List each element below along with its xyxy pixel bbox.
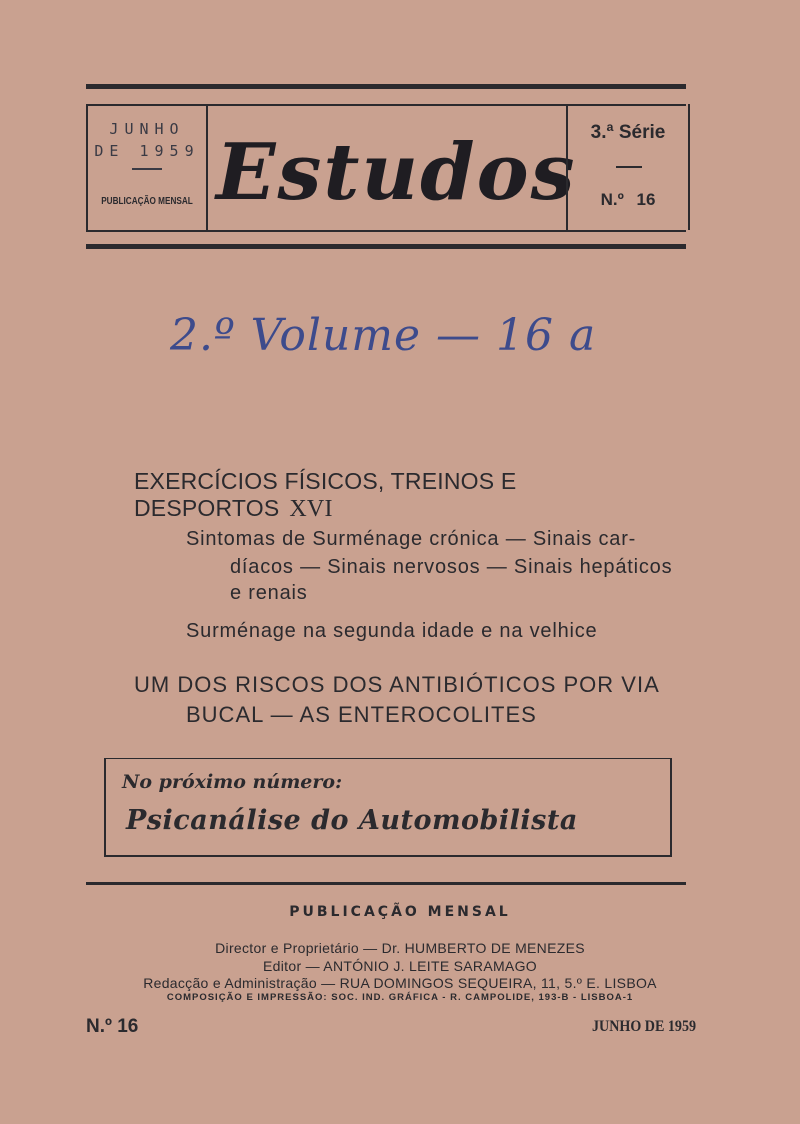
footer-issue-date: JUNHO DE 1959 — [592, 1018, 697, 1035]
masthead-month: JUNHO — [109, 120, 185, 138]
footer-rule — [86, 882, 686, 885]
masthead-rule-thin — [86, 230, 686, 232]
subtopic-aging: Surménage na segunda idade e na velhice — [186, 620, 598, 642]
masthead-frequency: PUBLICAÇÃO MENSAL — [101, 196, 193, 207]
masthead-series: 3.ª Série — [590, 122, 666, 143]
masthead-year: DE 1959 — [94, 142, 200, 160]
footer-editor: Editor — ANTÓNIO J. LEITE SARAMAGO — [263, 958, 537, 974]
masthead-date-divider — [132, 168, 162, 170]
main-article-numeral: XVI — [289, 496, 333, 522]
footer-printing: COMPOSIÇÃO E IMPRESSÃO: SOC. IND. GRÁFICA - R. CAMPOLIDE, 193-B - LISBOA-1 — [166, 992, 634, 1003]
main-article-title — [134, 468, 704, 523]
footer-publication: PUBLICAÇÃO MENSAL — [289, 904, 511, 920]
subtopic-line-1: Sintomas de Surménage crónica — Sinais car- — [186, 528, 637, 550]
masthead-title-logo: Estudos — [216, 127, 577, 218]
subtopic-line-3: e renais — [230, 582, 308, 604]
handwritten-volume-note: 2.º Volume — 16 a — [170, 310, 597, 361]
footer-director: Director e Proprietário — Dr. HUMBERTO DE MENEZES — [215, 940, 585, 956]
masthead-date-box — [86, 104, 208, 230]
masthead-rule-thick — [86, 244, 686, 249]
next-issue-box — [104, 758, 672, 857]
second-article-title-line-1: UM DOS RISCOS DOS ANTIBIÓTICOS POR VIA — [134, 672, 660, 697]
main-article-title-text: EXERCÍCIOS FÍSICOS, TREINOS E DESPORTOS — [134, 468, 517, 521]
second-article-title-line-2: BUCAL — AS ENTEROCOLITES — [186, 702, 537, 727]
next-issue-title: Psicanálise do Automobilista — [126, 805, 578, 836]
subtopic-line-2: díacos — Sinais nervosos — Sinais hepáticos — [230, 556, 673, 578]
top-rule-thick — [86, 84, 686, 89]
next-issue-label: No próximo número: — [122, 771, 343, 793]
footer-address: Redacção e Administração — RUA DOMINGOS SEQUEIRA, 11, 5.º E. LISBOA — [143, 975, 657, 991]
masthead-issue-divider — [616, 166, 642, 168]
footer-issue-number: N.º 16 — [86, 1016, 139, 1037]
masthead-issue-box — [566, 104, 690, 230]
masthead-number: N.º 16 — [600, 190, 656, 209]
